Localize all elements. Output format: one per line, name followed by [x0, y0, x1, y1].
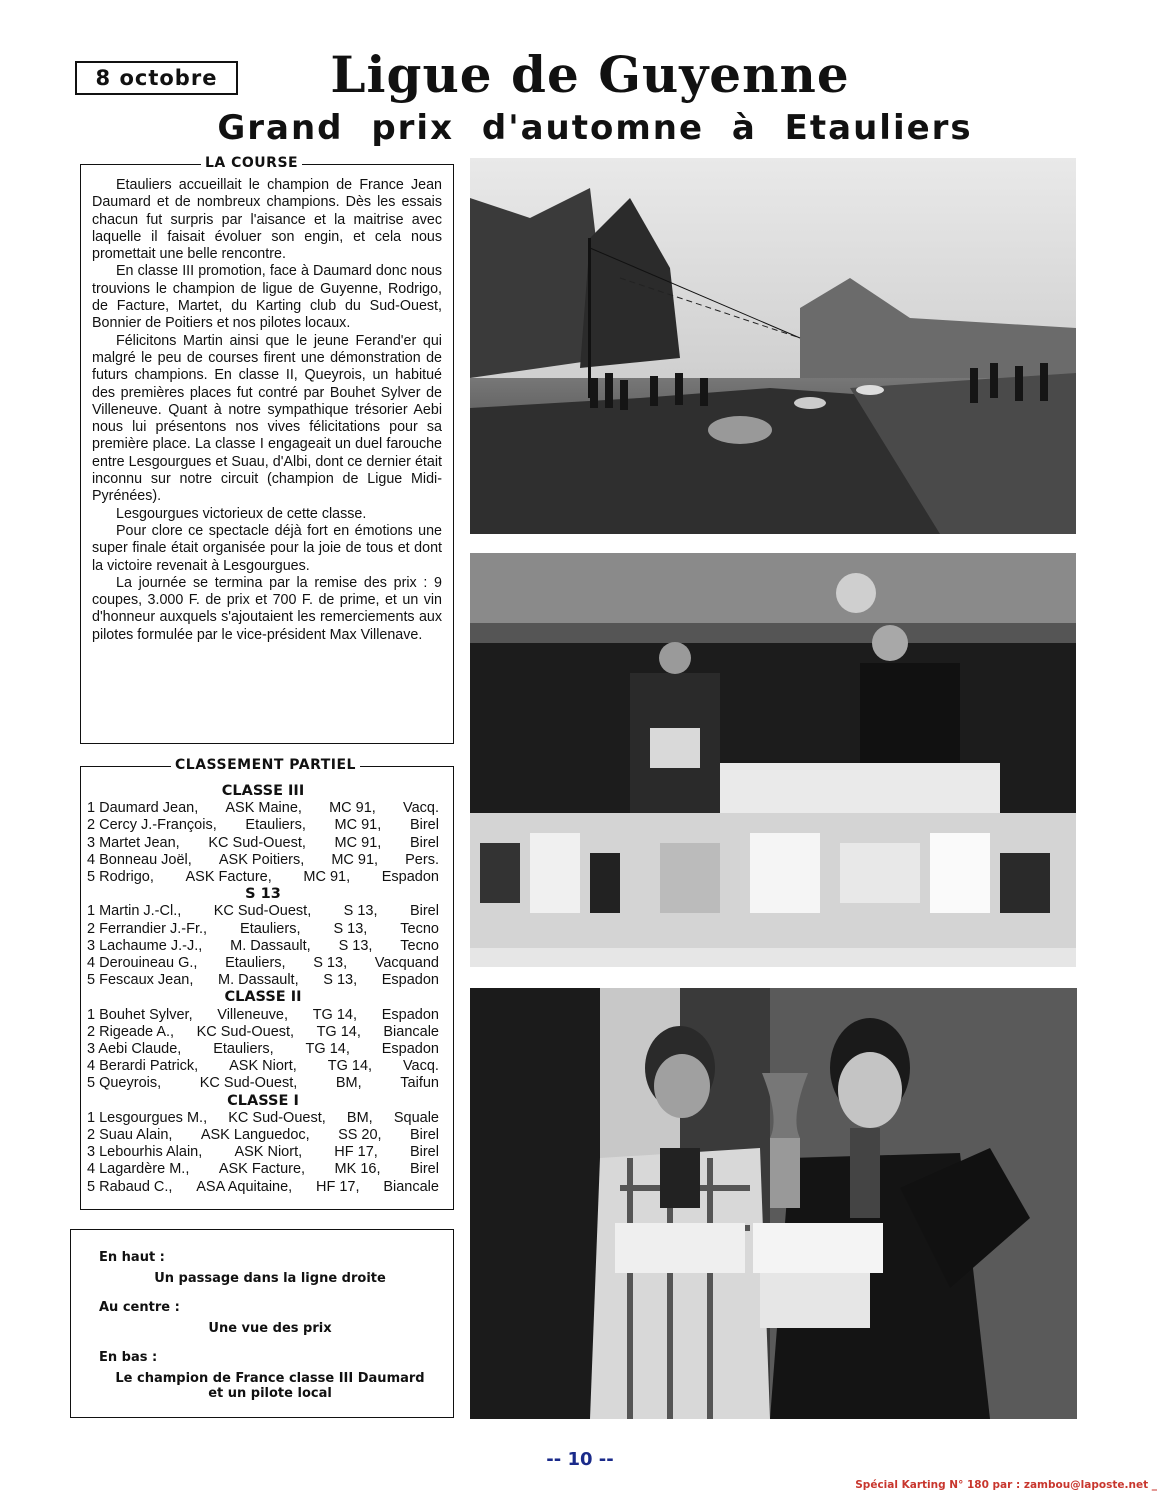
caption-label-top: En haut :: [99, 1250, 165, 1265]
club-name: Etauliers,: [225, 955, 286, 972]
kart-class: HF 17,: [316, 1178, 360, 1195]
classement-group-heading: CLASSE II: [224, 989, 302, 1006]
caption-label-center: Au centre :: [99, 1300, 180, 1315]
chassis: Squale: [393, 1109, 439, 1126]
classement-row: [87, 835, 439, 852]
course-paragraph: Félicitons Martin ainsi que le jeune Ferand'er qui malgré le peu de courses firent une démonstration de futurs champions. En classe II, Queyrois, un habitué des premières places fut contré par Bouhet Sylver de Villeneuve. Quant à notre sympathique trésorier Aebi nous lui présentons nos vives félicitations pour sa première place. La classe I engageait un duel farouche entre Lesgourgues et Suau, d'Albi, dont ce dernier était inconnu sur notre circuit (champion de Ligue Midi-Pyrénées).: [92, 332, 442, 505]
kart-class: MC 91,: [334, 834, 382, 851]
classement-row: [87, 1058, 439, 1075]
kart-class: BM,: [335, 1075, 362, 1092]
driver-name: 2 Ferrandier J.-Fr.,: [87, 920, 208, 937]
course-heading: LA COURSE: [201, 155, 302, 171]
chassis: Birel: [409, 834, 439, 851]
kart-class: S 13,: [323, 972, 358, 989]
prizes-photo-image: [470, 553, 1076, 967]
page-title: Ligue de Guyenne: [330, 45, 850, 104]
club-name: ASK Maine,: [225, 800, 302, 817]
club-name: KC Sud-Ouest,: [208, 834, 306, 851]
chassis: Espadon: [381, 1041, 439, 1058]
classement-list: [87, 783, 439, 1196]
classement-row: [87, 955, 439, 972]
classement-group-heading: CLASSE III: [221, 783, 305, 799]
chassis: Espadon: [381, 869, 439, 886]
club-name: KC Sud-Ouest,: [196, 1023, 295, 1040]
classement-row: [87, 817, 439, 834]
chassis: Taifun: [400, 1075, 439, 1092]
classement-row: [87, 938, 439, 955]
driver-name: 4 Bonneau Joël,: [87, 851, 192, 868]
kart-class: MC 91,: [331, 851, 379, 868]
driver-name: 5 Rodrigo,: [87, 869, 154, 886]
kart-class: MC 91,: [303, 869, 351, 886]
chassis: Vacquand: [374, 955, 439, 972]
club-name: ASK Niort,: [229, 1058, 297, 1075]
photo-race-straight: [470, 158, 1076, 534]
classement-row: [87, 800, 439, 817]
course-paragraph: En classe III promotion, face à Daumard donc nous trouvions le champion de ligue de Guyenne, Rodrigo, de Facture, Martet, du Karting club du Sud-Ouest, Bonnier de Poitiers et nos pilotes locaux.: [92, 263, 442, 332]
club-name: ASK Facture,: [185, 869, 272, 886]
club-name: M. Dassault,: [218, 972, 299, 989]
chassis: Biancale: [383, 1023, 439, 1040]
course-paragraph: La journée se termina par la remise des prix : 9 coupes, 3.000 F. de prix et 700 F. de prime, et un vin d'honneur auxquels s'ajoutaient les remerciements aux pilotes formulée par le vice-président Max Villenave.: [92, 574, 442, 643]
driver-name: 5 Rabaud C.,: [87, 1178, 173, 1195]
club-name: ASK Poitiers,: [218, 851, 305, 868]
club-name: KC Sud-Ouest,: [199, 1075, 298, 1092]
kart-class: TG 14,: [316, 1023, 361, 1040]
kart-class: MC 91,: [329, 800, 376, 817]
driver-name: 2 Rigeade A.,: [87, 1023, 175, 1040]
caption-text-center: Une vue des prix: [208, 1321, 332, 1336]
classement-row: [87, 1075, 439, 1092]
club-name: KC Sud-Ouest,: [213, 903, 312, 920]
classement-box: [80, 757, 454, 1210]
chassis: Pers.: [405, 851, 439, 868]
chassis: Birel: [409, 1144, 439, 1161]
course-box: [80, 155, 454, 744]
page-subtitle: Grand prix d'automne à Etauliers: [217, 108, 973, 148]
driver-name: 3 Aebi Claude,: [87, 1041, 182, 1058]
classement-row: [87, 1007, 439, 1024]
club-name: ASK Languedoc,: [200, 1127, 310, 1144]
chassis: Birel: [409, 903, 439, 920]
driver-name: 5 Queyrois,: [87, 1075, 162, 1092]
kart-class: MC 91,: [334, 817, 382, 834]
caption-label-bottom: En bas :: [99, 1350, 158, 1365]
driver-name: 3 Lachaume J.-J.,: [87, 937, 203, 954]
kart-class: TG 14,: [305, 1041, 350, 1058]
club-name: Etauliers,: [213, 1041, 274, 1058]
club-name: Villeneuve,: [217, 1006, 288, 1023]
classement-row: [87, 1110, 439, 1127]
driver-name: 2 Suau Alain,: [87, 1127, 173, 1144]
classement-group-heading: CLASSE I: [227, 1092, 299, 1109]
kart-class: MK 16,: [334, 1161, 381, 1178]
chassis: Birel: [409, 817, 439, 834]
classement-row: [87, 1127, 439, 1144]
classement-group-heading: S 13: [245, 886, 281, 903]
driver-name: 4 Berardi Patrick,: [87, 1058, 199, 1075]
kart-class: BM,: [346, 1109, 373, 1126]
course-paragraph: Pour clore ce spectacle déjà fort en émotions une super finale était organisée pour la joie de tous et dont la victoire revenait à Lesgourgues.: [92, 522, 442, 574]
caption-box: [70, 1229, 454, 1418]
classement-row: [87, 1179, 439, 1196]
footer-credit: Spécial Karting N° 180 par : zambou@laposte.net _: [855, 1479, 1157, 1491]
chassis: Biancale: [383, 1178, 439, 1195]
chassis: Espadon: [381, 1006, 439, 1023]
classement-heading: CLASSEMENT PARTIEL: [171, 757, 360, 773]
driver-name: 1 Martin J.-Cl.,: [87, 903, 182, 920]
chassis: Birel: [409, 1161, 439, 1178]
page-number: -- 10 --: [546, 1449, 614, 1470]
kart-class: TG 14,: [312, 1006, 358, 1023]
photo-champion: [470, 988, 1077, 1419]
club-name: ASK Niort,: [234, 1144, 303, 1161]
driver-name: 1 Bouhet Sylver,: [87, 1006, 193, 1023]
chassis: Espadon: [381, 972, 439, 989]
club-name: KC Sud-Ouest,: [228, 1109, 326, 1126]
club-name: M. Dassault,: [230, 937, 311, 954]
driver-name: 4 Derouineau G.,: [87, 955, 198, 972]
classement-row: [87, 1144, 439, 1161]
caption-text-bottom: Le champion de France classe III Daumard et un pilote local: [115, 1371, 425, 1401]
photo-prizes: [470, 553, 1076, 967]
classement-row: [87, 972, 439, 989]
classement-row: [87, 869, 439, 886]
chassis: Tecno: [400, 920, 439, 937]
classement-row: [87, 1161, 439, 1178]
driver-name: 2 Cercy J.-François,: [87, 817, 217, 834]
kart-class: S 13,: [338, 937, 373, 954]
classement-row: [87, 921, 439, 938]
classement-row: [87, 1024, 439, 1041]
classement-row: [87, 1041, 439, 1058]
club-name: Etauliers,: [245, 817, 306, 834]
driver-name: 5 Fescaux Jean,: [87, 972, 194, 989]
kart-class: S 13,: [333, 920, 368, 937]
driver-name: 1 Lesgourgues M.,: [87, 1109, 208, 1126]
driver-name: 3 Martet Jean,: [87, 834, 180, 851]
driver-name: 4 Lagardère M.,: [87, 1161, 190, 1178]
club-name: ASA Aquitaine,: [196, 1178, 293, 1195]
kart-class: HF 17,: [334, 1144, 378, 1161]
chassis: Vacq.: [402, 800, 439, 817]
champion-photo-image: [470, 988, 1077, 1419]
driver-name: 1 Daumard Jean,: [87, 800, 199, 817]
classement-row: [87, 852, 439, 869]
chassis: Tecno: [400, 937, 439, 954]
course-article: [92, 177, 442, 644]
race-photo-image: [470, 158, 1076, 534]
kart-class: TG 14,: [327, 1058, 373, 1075]
date-box: [75, 61, 238, 95]
course-paragraph: Lesgourgues victorieux de cette classe.: [116, 505, 367, 522]
club-name: Etauliers,: [240, 920, 301, 937]
caption-text-top: Un passage dans la ligne droite: [154, 1271, 386, 1286]
kart-class: S 13,: [313, 955, 348, 972]
kart-class: SS 20,: [338, 1127, 382, 1144]
classement-row: [87, 903, 439, 920]
date-label: 8 octobre: [95, 66, 218, 90]
kart-class: S 13,: [343, 903, 378, 920]
course-paragraph: Etauliers accueillait le champion de France Jean Daumard et de nombreux champions. Dès les essais chacun fut surpris par l'aisance et la maitrise avec laquelle il faisait évoluer son engin, et cela nous promettait une belle rencontre.: [92, 177, 442, 263]
club-name: ASK Facture,: [218, 1161, 306, 1178]
chassis: Birel: [409, 1127, 439, 1144]
chassis: Vacq.: [402, 1058, 439, 1075]
driver-name: 3 Lebourhis Alain,: [87, 1144, 203, 1161]
